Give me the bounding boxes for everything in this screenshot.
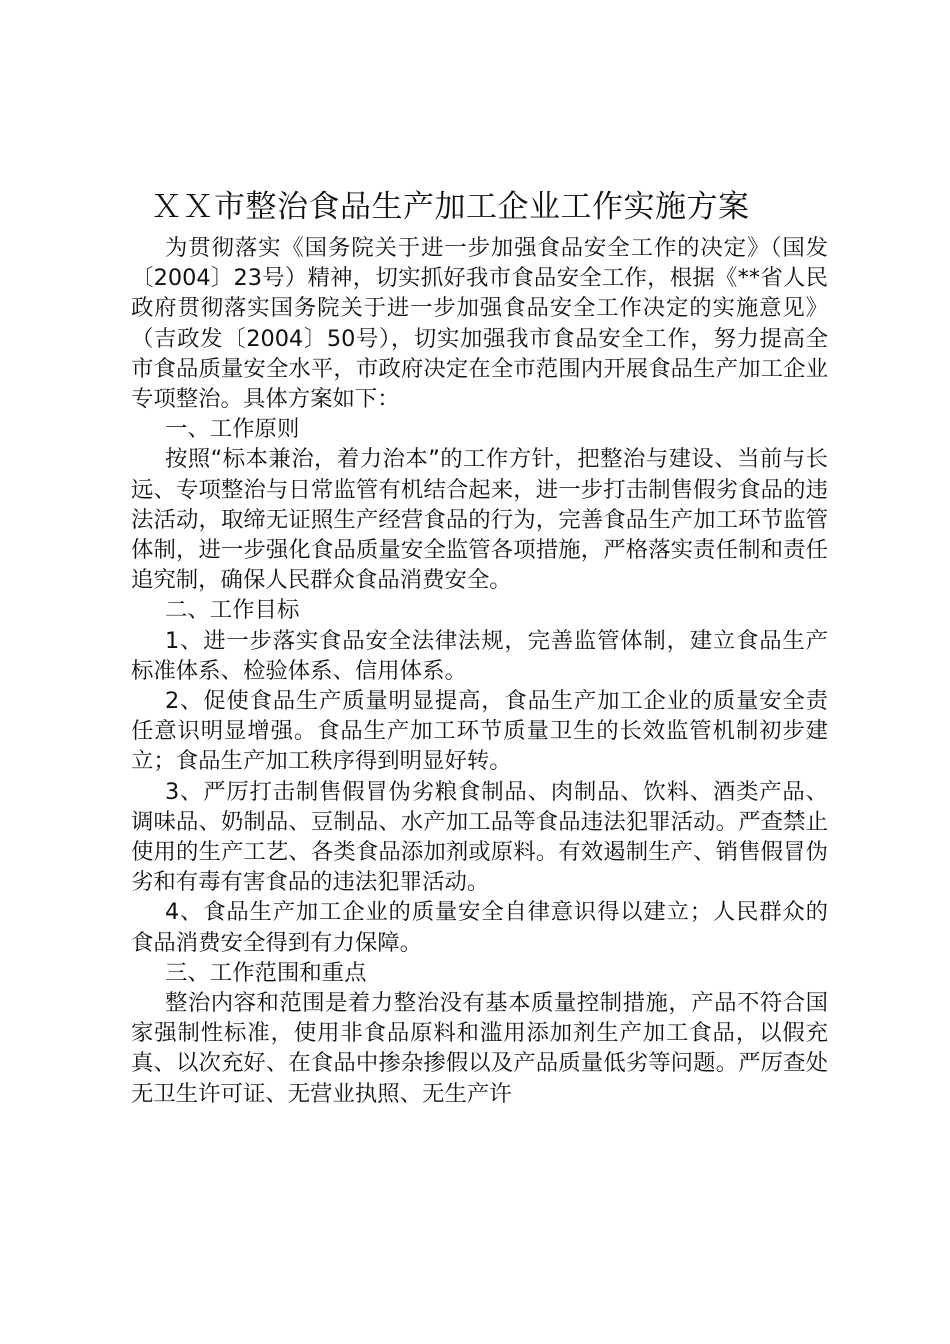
scope-paragraph: 整治内容和范围是着力整治没有基本质量控制措施，产品不符合国家强制性标准，使用非食品原料和滥用添加剂生产加工食品，以假充真、以次充好、在食品中掺杂掺假以及产品质量低劣等问题。严厉查处无卫生许可证、无营业执照、无生产许 [131, 990, 828, 1107]
section-heading-goals: 二、工作目标 [165, 597, 300, 624]
goal-item-4: 4、食品生产加工企业的质量安全自律意识得以建立；人民群众的食品消费安全得到有力保障。 [131, 899, 828, 956]
goal-item-2: 2、促使食品生产质量明显提高，食品生产加工企业的质量安全责任意识明显增强。食品生产加工环节质量卫生的长效监管机制初步建立；食品生产加工秩序得到明显好转。 [131, 688, 828, 775]
section-heading-scope: 三、工作范围和重点 [165, 959, 367, 986]
goal-item-1: 1、进一步落实食品安全法律法规，完善监管体制，建立食品生产标准体系、检验体系、信用体系。 [131, 627, 828, 684]
intro-paragraph: 为贯彻落实《国务院关于进一步加强食品安全工作的决定》（国发〔2004〕23号）精神，切实抓好我市食品安全工作，根据《**省人民政府贯彻落实国务院关于进一步加强食品安全工作决定的实施意见》（吉政发〔2004〕50号），切实加强我市食品安全工作，努力提高全市食品质量安全水平，市政府决定在全市范围内开展食品生产加工企业专项整治。具体方案如下： [131, 235, 828, 413]
section-heading-principles: 一、工作原则 [165, 416, 300, 443]
goal-item-3: 3、严厉打击制售假冒伪劣粮食制品、肉制品、饮料、酒类产品、调味品、奶制品、豆制品、水产加工品等食品违法犯罪活动。严查禁止使用的生产工艺、各类食品添加剂或原料。有效遏制生产、销售假冒伪劣和有毒有害食品的违法犯罪活动。 [131, 778, 828, 896]
principles-paragraph: 按照“标本兼治，着力治本”的工作方针，把整治与建设、当前与长远、专项整治与日常监管有机结合起来，进一步打击制售假劣食品的违法活动，取缔无证照生产经营食品的行为，完善食品生产加工环节监管体制，进一步强化食品质量安全监管各项措施，严格落实责任制和责任追究制，确保人民群众食品消费安全。 [131, 446, 828, 594]
document-title: ＸＸ市整治食品生产加工企业工作实施方案 [151, 189, 750, 225]
document-body [131, 185, 828, 1109]
